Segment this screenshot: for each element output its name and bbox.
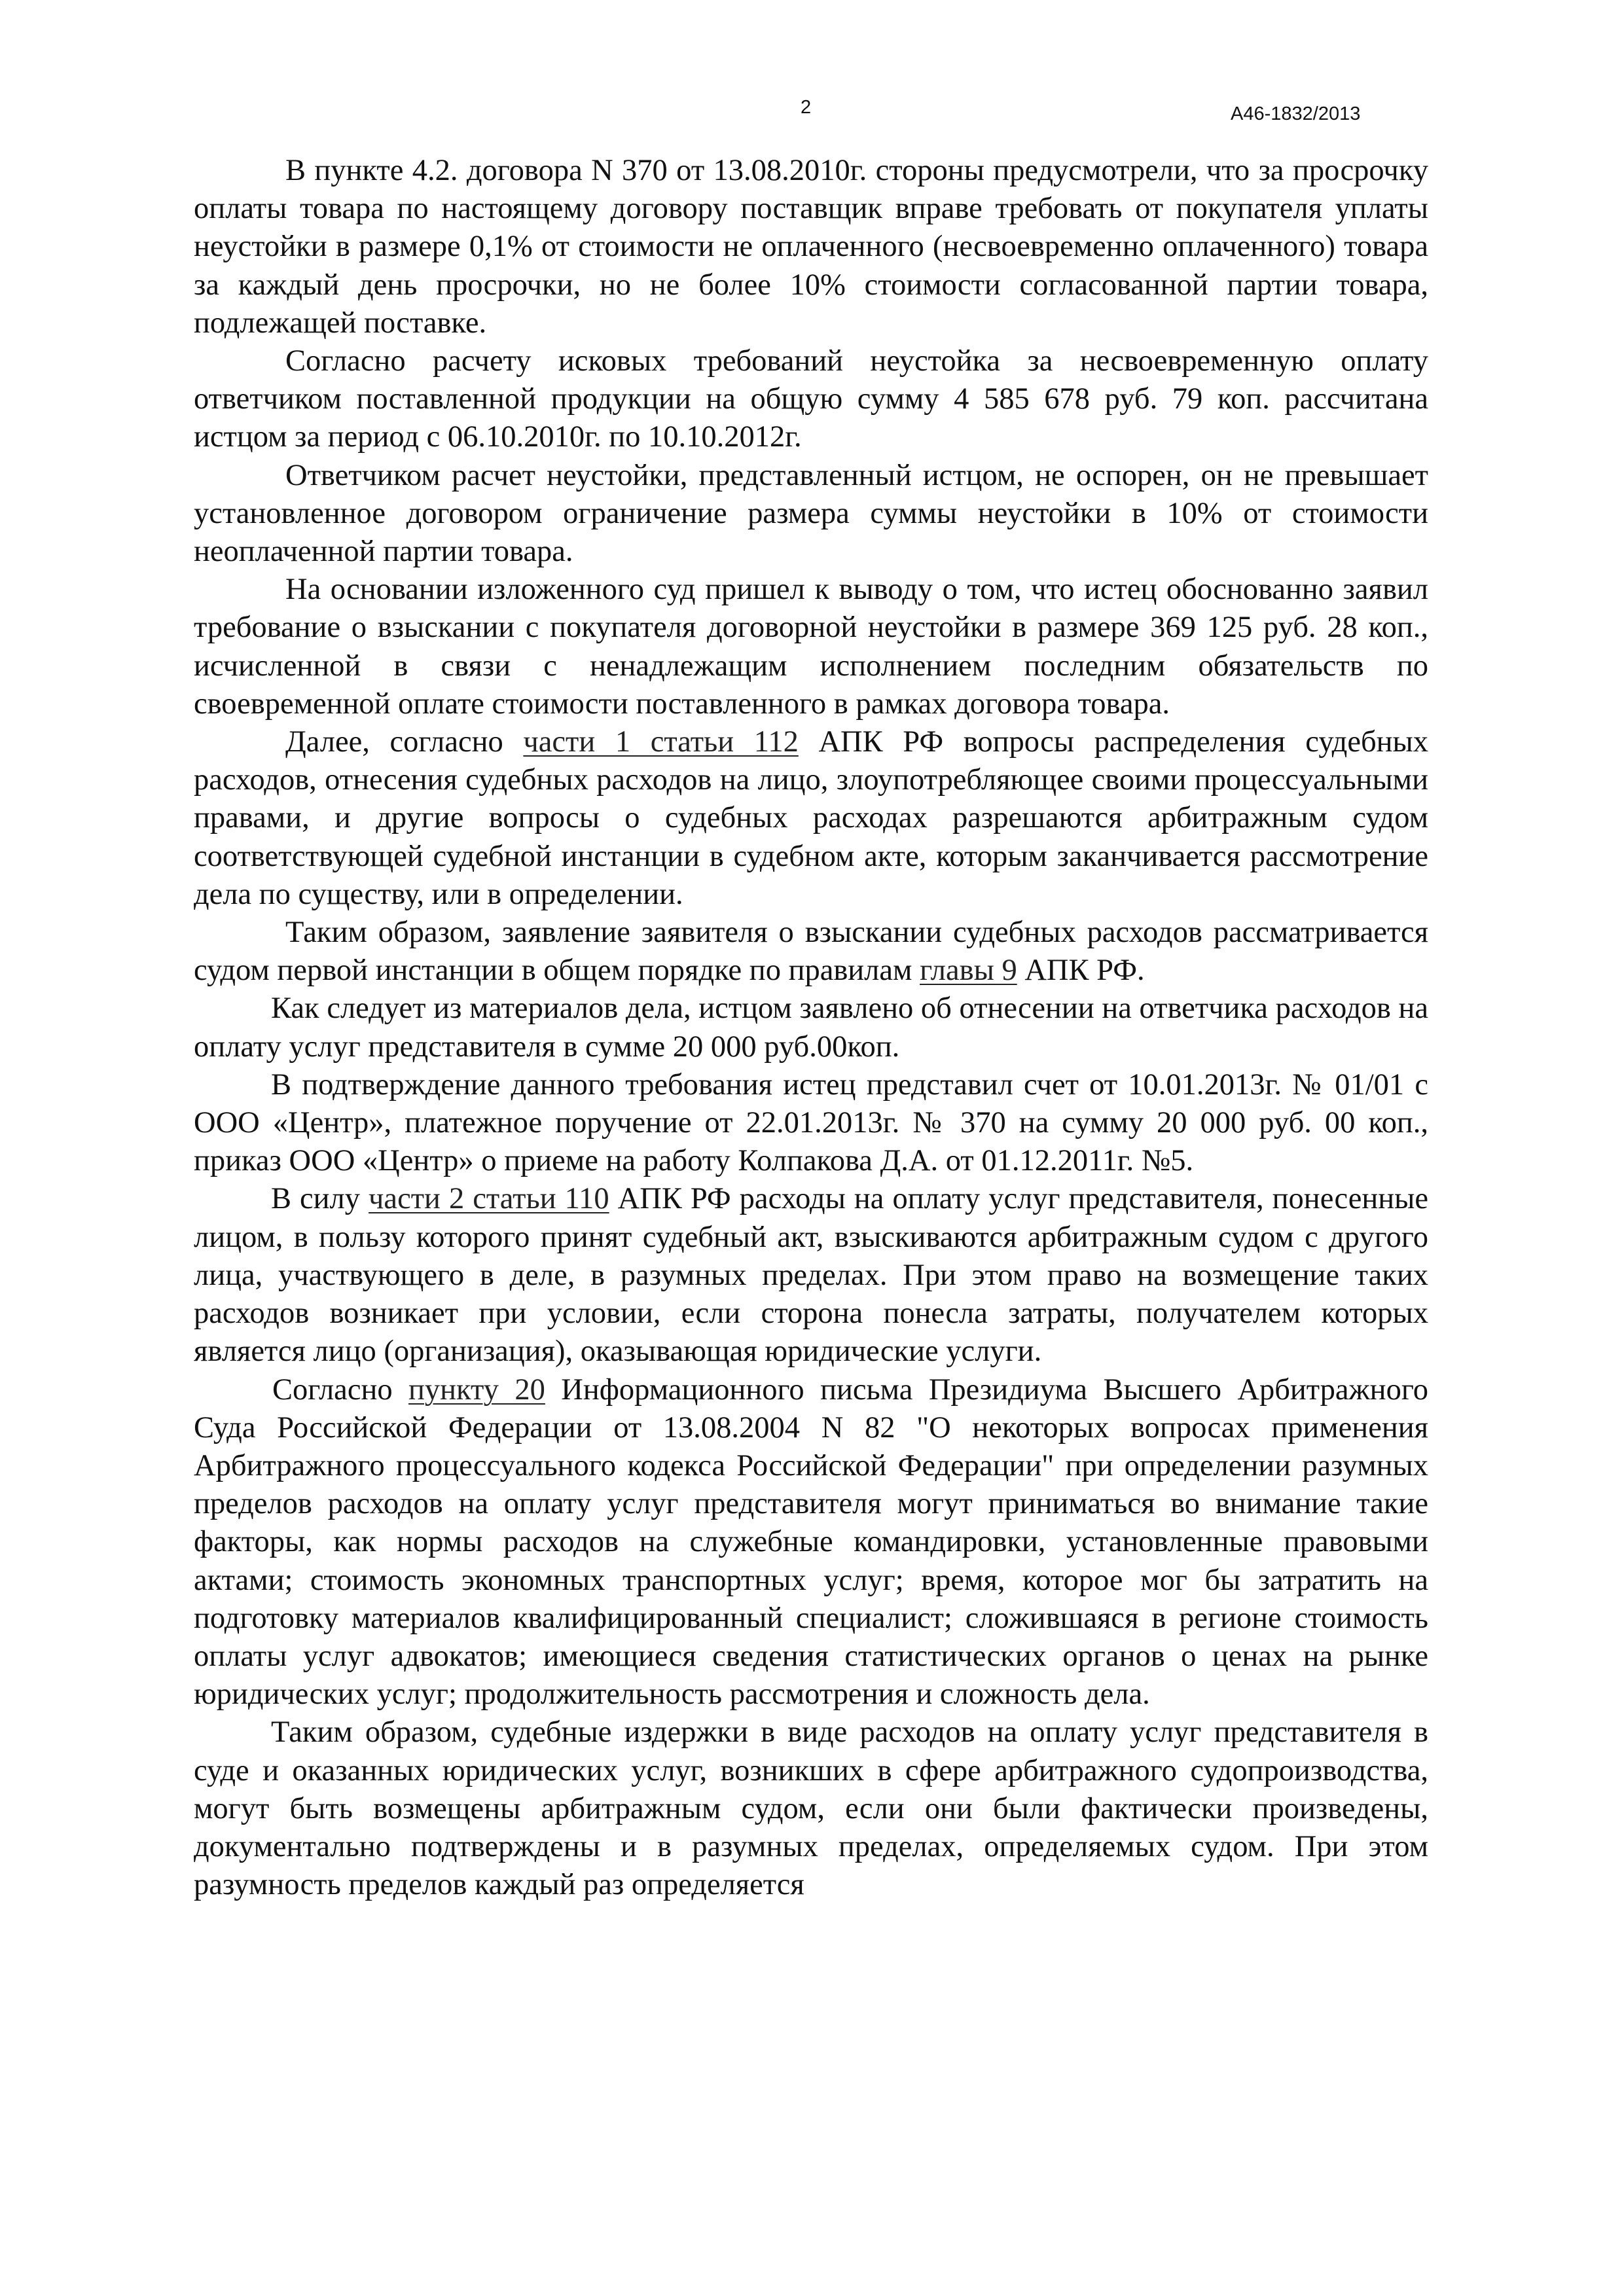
law-link[interactable]: главы 9	[920, 954, 1017, 988]
case-number: А46-1832/2013	[1231, 103, 1361, 124]
paragraph-text: АПК РФ расходы на оплату услуг представителя, понесенные лицом, в пользу которого принят судебный акт, взыскиваются арбитражным судом с другого лица, участвующего в деле, в разумных пределах. При этом право на возмещение таких расходов возникает при условии, если сторона понесла затраты, получателем которых является лицо (организация), оказывающая юридические услуги.	[194, 1182, 1428, 1369]
law-link[interactable]: части 1 статьи 112	[523, 725, 799, 759]
paragraph-text: В силу	[271, 1182, 369, 1216]
paragraph: Согласно расчету исковых требований неустойка за несвоевременную оплату ответчиком поставленной продукции на общую сумму 4 585 678 руб. 79 коп. рассчитана истцом за период с 06.10.2010г. по 10.10.2012г.	[194, 344, 1428, 454]
page-number: 2	[801, 97, 812, 118]
law-link[interactable]: части 2 статьи 110	[369, 1182, 609, 1216]
paragraph-text: Далее, согласно	[285, 725, 524, 759]
paragraph-text: АПК РФ вопросы распределения судебных расходов, отнесения судебных расходов на лицо, злоупотребляющее своими процессуальными правами, и другие вопросы о судебных расходах разрешаются арбитражным судом соответствующей судебной инстанции в судебном акте, которым заканчивается рассмотрение дела по существу, или в определении.	[194, 725, 1428, 911]
paragraph-text: Таким образом, заявление заявителя о взыскании судебных расходов рассматривается судом первой инстанции в общем порядке по правилам	[194, 916, 1428, 988]
paragraph: Ответчиком расчет неустойки, представленный истцом, не оспорен, он не превышает установленное договором ограничение размера суммы неустойки в 10% от стоимости неоплаченной партии товара.	[194, 458, 1428, 569]
paragraph: В пункте 4.2. договора N 370 от 13.08.2010г. стороны предусмотрели, что за просрочку оплаты товара по настоящему договору поставщик вправе требовать от покупателя уплаты неустойки в размере 0,1% от стоимости не оплаченного (несвоевременно оплаченного) товара за каждый день просрочки, но не более 10% стоимости согласованной партии товара, подлежащей поставке.	[194, 154, 1428, 340]
paragraph: Таким образом, судебные издержки в виде расходов на оплату услуг представителя в суде и оказанных юридических услуг, возникших в сфере арбитражного судопроизводства, могут быть возмещены арбитражным судом, если они были фактически произведены, документально подтверждены и в разумных пределах, определяемых судом. При этом разумность пределов каждый раз определяется	[194, 1715, 1428, 1902]
paragraph: На основании изложенного суд пришел к выводу о том, что истец обоснованно заявил требование о взыскании с покупателя договорной неустойки в размере 369 125 руб. 28 коп., исчисленной в связи с ненадлежащим исполнением последним обязательств по своевременной оплате стоимости поставленного в рамках договора товара.	[194, 573, 1428, 721]
paragraph: Как следует из материалов дела, истцом заявлено об отнесении на ответчика расходов на оплату услуг представителя в сумме 20 000 руб.00коп.	[194, 992, 1428, 1064]
paragraph-text: Согласно	[272, 1372, 409, 1407]
paragraph	[194, 914, 1428, 990]
paragraph: В подтверждение данного требования истец представил счет от 10.01.2013г. № 01/01 с ООО «Центр», платежное поручение от 22.01.2013г. № 370 на сумму 20 000 руб. 00 коп., приказ ООО «Центр» о приеме на работу Колпакова Д.А. от 01.12.2011г. №5.	[194, 1067, 1428, 1178]
law-link[interactable]: пункту 20	[408, 1372, 545, 1407]
document-body	[194, 152, 1428, 1904]
paragraph	[194, 1180, 1428, 1371]
paragraph	[194, 723, 1428, 914]
paragraph-text: АПК РФ.	[1017, 954, 1145, 988]
paragraph	[194, 1371, 1428, 1714]
paragraph-text: Информационного письма Президиума Высшего Арбитражного Суда Российской Федерации от 13.08.2004 N 82 "О некоторых вопросах применения Арбитражного процессуального кодекса Российской Федерации" при определении разумных пределов расходов на оплату услуг представителя могут приниматься во внимание такие факторы, как нормы расходов на служебные командировки, установленные правовыми актами; стоимость экономных транспортных услуг; время, которое мог бы затратить на подготовку материалов квалифицированный специалист; сложившаяся в регионе стоимость оплаты услуг адвокатов; имеющиеся сведения статистических органов о ценах на рынке юридических услуг; продолжительность рассмотрения и сложность дела.	[194, 1372, 1428, 1712]
